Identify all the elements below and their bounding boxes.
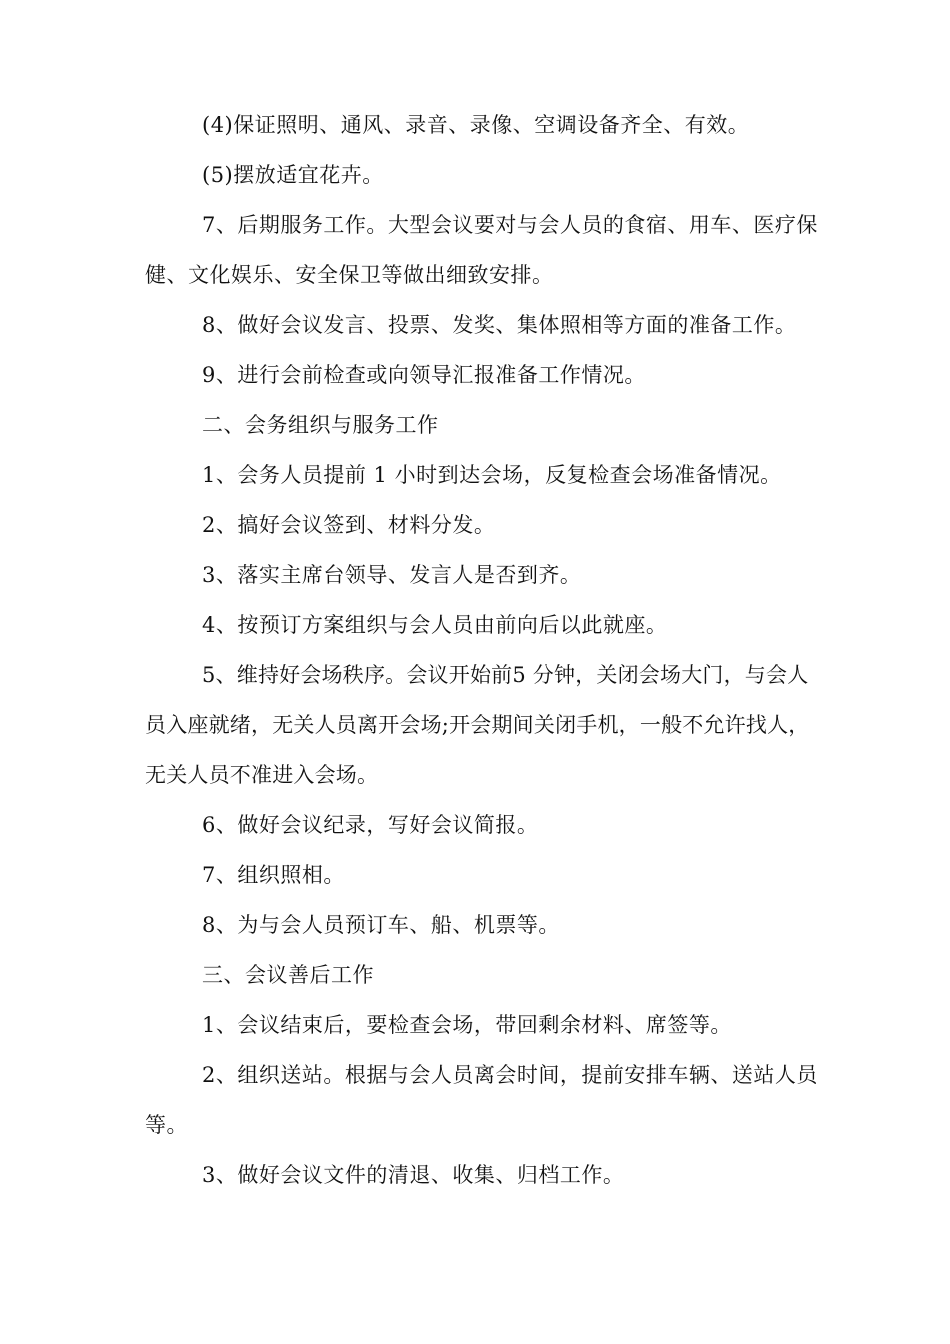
paragraph: 7、组织照相。 bbox=[202, 863, 345, 887]
paragraph: 7、后期服务工作。大型会议要对与会人员的食宿、用车、医疗保健、文化娱乐、安全保卫等做出细致安排。 bbox=[145, 213, 818, 287]
paragraph: 9、进行会前检查或向领导汇报准备工作情况。 bbox=[202, 363, 646, 387]
paragraph: 3、做好会议文件的清退、收集、归档工作。 bbox=[202, 1163, 625, 1187]
paragraph: 2、组织送站。根据与会人员离会时间，提前安排车辆、送站人员等。 bbox=[145, 1063, 818, 1137]
paragraph: (4)保证照明、通风、录音、录像、空调设备齐全、有效。 bbox=[202, 113, 750, 137]
paragraph: 6、做好会议纪录，写好会议简报。 bbox=[202, 813, 539, 837]
paragraph: 5、维持好会场秩序。会议开始前5 分钟，关闭会场大门，与会人员入座就绪，无关人员离开会场;开会期间关闭手机，一般不允许找人，无关人员不准进入会场。 bbox=[145, 663, 810, 787]
paragraph: 2、搞好会议签到、材料分发。 bbox=[202, 513, 496, 537]
paragraph: 8、做好会议发言、投票、发奖、集体照相等方面的准备工作。 bbox=[202, 313, 797, 337]
paragraph: 8、为与会人员预订车、船、机票等。 bbox=[202, 913, 560, 937]
paragraph: 3、落实主席台领导、发言人是否到齐。 bbox=[202, 563, 582, 587]
document-body bbox=[145, 100, 820, 1200]
paragraph: (5)摆放适宜花卉。 bbox=[202, 163, 384, 187]
paragraph: 1、会务人员提前 1 小时到达会场，反复检查会场准备情况。 bbox=[202, 463, 782, 487]
section-heading: 二、会务组织与服务工作 bbox=[202, 413, 439, 437]
section-heading: 三、会议善后工作 bbox=[202, 963, 374, 987]
paragraph: 1、会议结束后，要检查会场，带回剩余材料、席签等。 bbox=[202, 1013, 732, 1037]
paragraph: 4、按预订方案组织与会人员由前向后以此就座。 bbox=[202, 613, 668, 637]
